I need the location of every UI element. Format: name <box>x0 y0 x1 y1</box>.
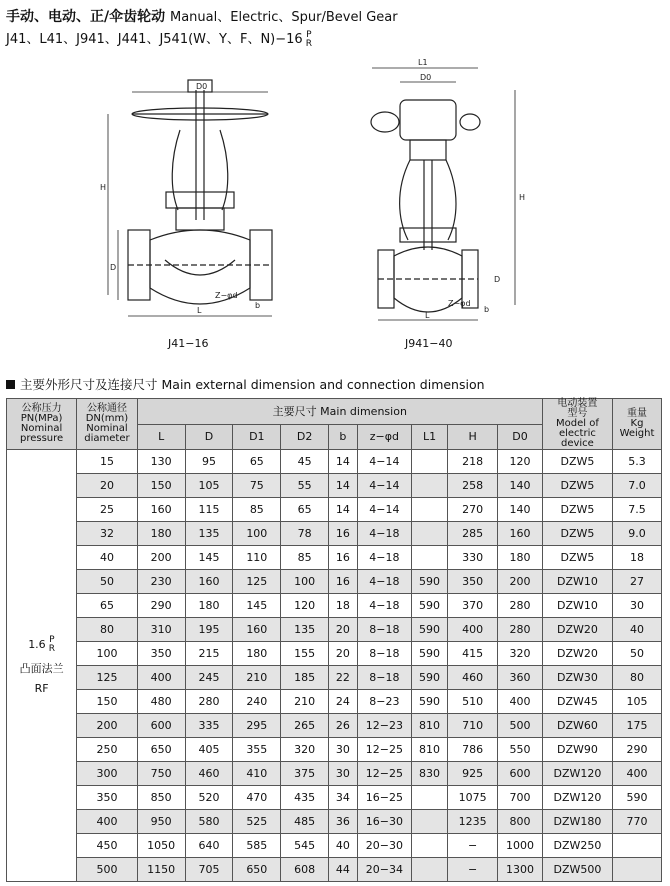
table-cell: DZW45 <box>542 690 612 714</box>
table-cell: 12−25 <box>357 762 411 786</box>
table-cell: 350 <box>77 786 138 810</box>
table-cell <box>411 546 447 570</box>
table-cell: 375 <box>281 762 329 786</box>
table-cell: 50 <box>77 570 138 594</box>
table-cell: 435 <box>281 786 329 810</box>
table-cell: 27 <box>613 570 662 594</box>
table-row <box>7 714 662 738</box>
model-codes: J41、L41、J941、J441、J541(W、Y、F、N)−16 <box>6 32 303 47</box>
table-cell: 140 <box>498 474 543 498</box>
title-en: Manual、Electric、Spur/Bevel Gear <box>170 10 398 25</box>
table-cell: 200 <box>498 570 543 594</box>
table-cell: 355 <box>233 738 281 762</box>
title-cn: 手动、电动、正/伞齿轮动 <box>6 9 166 25</box>
table-cell: 7.5 <box>613 498 662 522</box>
section-title-en: Main external dimension and connection dimension <box>161 377 485 392</box>
dim-l-left: L <box>197 306 202 315</box>
table-cell: 100 <box>281 570 329 594</box>
table-cell: 1300 <box>498 858 543 882</box>
table-cell: 4−18 <box>357 546 411 570</box>
table-cell: 18 <box>329 594 358 618</box>
table-cell: 180 <box>185 594 233 618</box>
table-cell: 330 <box>448 546 498 570</box>
table-cell: 650 <box>233 858 281 882</box>
table-row <box>7 690 662 714</box>
table-cell: 200 <box>77 714 138 738</box>
table-cell: 750 <box>137 762 185 786</box>
table-cell: 1000 <box>498 834 543 858</box>
table-row <box>7 834 662 858</box>
table-cell: 500 <box>498 714 543 738</box>
table-cell: 230 <box>137 570 185 594</box>
table-cell: 290 <box>137 594 185 618</box>
table-cell: 45 <box>281 450 329 474</box>
col-h: H <box>448 425 498 450</box>
pressure-value: 1.6 P R <box>28 635 55 654</box>
table-cell <box>411 474 447 498</box>
table-cell <box>411 786 447 810</box>
table-cell: DZW5 <box>542 450 612 474</box>
dim-h-right: H <box>519 193 526 202</box>
table-cell: DZW90 <box>542 738 612 762</box>
table-cell: 705 <box>185 858 233 882</box>
table-cell: 320 <box>281 738 329 762</box>
dim-z-right: Z−φd <box>448 299 471 308</box>
table-cell: 460 <box>185 762 233 786</box>
table-cell: 8−18 <box>357 618 411 642</box>
table-cell: 20−30 <box>357 834 411 858</box>
table-cell: DZW5 <box>542 474 612 498</box>
table-cell: 640 <box>185 834 233 858</box>
table-cell: DZW10 <box>542 594 612 618</box>
table-cell: 9.0 <box>613 522 662 546</box>
table-cell: DZW5 <box>542 522 612 546</box>
table-cell: 830 <box>411 762 447 786</box>
table-cell: 115 <box>185 498 233 522</box>
table-cell: 34 <box>329 786 358 810</box>
table-cell: 1050 <box>137 834 185 858</box>
table-row <box>7 594 662 618</box>
table-cell <box>411 858 447 882</box>
table-cell: 200 <box>137 546 185 570</box>
table-cell: 105 <box>613 690 662 714</box>
table-cell: 710 <box>448 714 498 738</box>
table-cell: DZW30 <box>542 666 612 690</box>
table-cell: 5.3 <box>613 450 662 474</box>
table-cell: 55 <box>281 474 329 498</box>
table-cell: 75 <box>233 474 281 498</box>
table-cell: DZW20 <box>542 618 612 642</box>
table-cell: 150 <box>137 474 185 498</box>
table-row <box>7 474 662 498</box>
table-cell: DZW120 <box>542 762 612 786</box>
table-cell: DZW60 <box>542 714 612 738</box>
table-cell: 258 <box>448 474 498 498</box>
table-cell: 215 <box>185 642 233 666</box>
table-cell: 4−14 <box>357 474 411 498</box>
table-cell: 770 <box>613 810 662 834</box>
table-cell: 180 <box>137 522 185 546</box>
table-cell: 585 <box>233 834 281 858</box>
table-cell: 100 <box>233 522 281 546</box>
col-d1: D1 <box>233 425 281 450</box>
caption-right-drawing: J941−40 <box>405 337 453 350</box>
table-cell: 65 <box>77 594 138 618</box>
table-cell: 40 <box>77 546 138 570</box>
table-cell: 24 <box>329 690 358 714</box>
table-cell: 290 <box>613 738 662 762</box>
table-cell: 105 <box>185 474 233 498</box>
table-cell: 470 <box>233 786 281 810</box>
table-row <box>7 810 662 834</box>
table-cell <box>613 834 662 858</box>
table-cell <box>411 498 447 522</box>
table-row <box>7 762 662 786</box>
dim-d0-left: D0 <box>196 82 208 91</box>
table-cell: 1150 <box>137 858 185 882</box>
table-cell: 950 <box>137 810 185 834</box>
table-cell: 400 <box>498 690 543 714</box>
table-cell <box>411 834 447 858</box>
col-l: L <box>137 425 185 450</box>
section-heading <box>6 375 485 393</box>
table-cell: 25 <box>77 498 138 522</box>
table-cell: 50 <box>613 642 662 666</box>
dim-d-left: D <box>110 263 117 272</box>
table-cell: DZW20 <box>542 642 612 666</box>
table-cell: 590 <box>411 618 447 642</box>
table-cell: 210 <box>281 690 329 714</box>
table-cell <box>411 810 447 834</box>
table-row <box>7 642 662 666</box>
table-cell: 125 <box>77 666 138 690</box>
table-cell: 520 <box>185 786 233 810</box>
table-cell: 150 <box>77 690 138 714</box>
table-row <box>7 858 662 882</box>
table-cell: 130 <box>137 450 185 474</box>
table-cell: 65 <box>233 450 281 474</box>
table-cell: 4−14 <box>357 498 411 522</box>
table-cell: 300 <box>77 762 138 786</box>
manual-valve-drawing <box>108 80 272 316</box>
table-cell: 850 <box>137 786 185 810</box>
table-cell: DZW5 <box>542 546 612 570</box>
table-cell: 1235 <box>448 810 498 834</box>
table-cell: 30 <box>613 594 662 618</box>
table-cell: 580 <box>185 810 233 834</box>
table-cell: 180 <box>498 546 543 570</box>
col-b: b <box>329 425 358 450</box>
table-cell: 8−18 <box>357 642 411 666</box>
table-cell: 480 <box>137 690 185 714</box>
table-cell: 525 <box>233 810 281 834</box>
table-cell: 700 <box>498 786 543 810</box>
table-cell: DZW10 <box>542 570 612 594</box>
header-weight: 重量 Kg Weight <box>613 399 662 450</box>
table-cell: 590 <box>613 786 662 810</box>
table-cell: − <box>448 834 498 858</box>
table-cell: 95 <box>185 450 233 474</box>
table-cell: 350 <box>448 570 498 594</box>
table-cell: 810 <box>411 738 447 762</box>
table-cell: 600 <box>498 762 543 786</box>
header-pn: 公称压力 PN(MPa) Nominal pressure <box>7 399 77 450</box>
pressure-rating-cell <box>7 450 77 882</box>
table-cell: 8−18 <box>357 666 411 690</box>
table-row <box>7 570 662 594</box>
table-body <box>7 450 662 882</box>
table-cell: 550 <box>498 738 543 762</box>
table-cell <box>411 450 447 474</box>
dim-l-right: L <box>425 311 430 320</box>
table-cell: 650 <box>137 738 185 762</box>
header-row-1 <box>7 399 662 425</box>
table-cell: 460 <box>448 666 498 690</box>
table-cell: 400 <box>613 762 662 786</box>
table-cell: 20−34 <box>357 858 411 882</box>
table-cell: 280 <box>498 618 543 642</box>
table-row <box>7 546 662 570</box>
table-cell: 16 <box>329 546 358 570</box>
header-electric-device: 电动装置 型号 Model of electric device <box>542 399 612 450</box>
table-cell: 4−18 <box>357 522 411 546</box>
table-cell: 500 <box>77 858 138 882</box>
table-cell: 285 <box>448 522 498 546</box>
table-cell: 14 <box>329 498 358 522</box>
table-cell: DZW120 <box>542 786 612 810</box>
table-cell: 280 <box>498 594 543 618</box>
col-d2: D2 <box>281 425 329 450</box>
table-cell: 85 <box>233 498 281 522</box>
model-list <box>6 28 312 49</box>
header-dn: 公称通径 DN(mm) Nominal diameter <box>77 399 138 450</box>
table-cell: 925 <box>448 762 498 786</box>
table-cell: 590 <box>411 642 447 666</box>
table-cell: 16 <box>329 522 358 546</box>
table-cell: 16−30 <box>357 810 411 834</box>
table-cell: 590 <box>411 690 447 714</box>
table-cell: 320 <box>498 642 543 666</box>
table-cell: 140 <box>498 498 543 522</box>
table-row <box>7 522 662 546</box>
table-cell: 16 <box>329 570 358 594</box>
table-row <box>7 666 662 690</box>
table-cell <box>613 858 662 882</box>
valve-drawings <box>0 50 670 360</box>
table-cell: 245 <box>185 666 233 690</box>
header-main-dimension: 主要尺寸 Main dimension <box>137 399 542 425</box>
dim-h-left: H <box>100 183 107 192</box>
table-cell: 400 <box>77 810 138 834</box>
table-cell: DZW500 <box>542 858 612 882</box>
table-cell: 608 <box>281 858 329 882</box>
caption-left-drawing: J41−16 <box>168 337 209 350</box>
table-cell: 12−23 <box>357 714 411 738</box>
table-row <box>7 450 662 474</box>
page-title <box>6 6 398 26</box>
table-cell: 360 <box>498 666 543 690</box>
table-cell: 155 <box>281 642 329 666</box>
table-cell: DZW250 <box>542 834 612 858</box>
table-cell: 786 <box>448 738 498 762</box>
table-cell: 135 <box>281 618 329 642</box>
dim-l1-right: L1 <box>418 58 428 67</box>
table-cell: 65 <box>281 498 329 522</box>
table-cell: 175 <box>613 714 662 738</box>
table-cell: 295 <box>233 714 281 738</box>
table-row <box>7 618 662 642</box>
table-cell: 4−14 <box>357 450 411 474</box>
table-cell: 4−18 <box>357 594 411 618</box>
table-cell: 40 <box>613 618 662 642</box>
table-cell: 80 <box>77 618 138 642</box>
table-cell: 16−25 <box>357 786 411 810</box>
table-cell: 8−23 <box>357 690 411 714</box>
table-cell: 600 <box>137 714 185 738</box>
dimension-table <box>6 398 662 882</box>
table-cell: 4−18 <box>357 570 411 594</box>
table-cell: 415 <box>448 642 498 666</box>
table-cell: 160 <box>498 522 543 546</box>
table-cell: 7.0 <box>613 474 662 498</box>
table-cell: 280 <box>185 690 233 714</box>
table-cell: 135 <box>185 522 233 546</box>
table-cell: 160 <box>185 570 233 594</box>
table-cell: 20 <box>329 642 358 666</box>
table-cell: 100 <box>77 642 138 666</box>
table-cell: 210 <box>233 666 281 690</box>
table-cell: 350 <box>137 642 185 666</box>
table-cell: 180 <box>233 642 281 666</box>
table-cell: 270 <box>448 498 498 522</box>
col-z: z−φd <box>357 425 411 450</box>
table-cell: DZW180 <box>542 810 612 834</box>
table-cell: 800 <box>498 810 543 834</box>
bullet-square-icon <box>6 380 15 389</box>
table-cell: 265 <box>281 714 329 738</box>
table-cell: 510 <box>448 690 498 714</box>
table-cell: 400 <box>448 618 498 642</box>
table-cell: 1075 <box>448 786 498 810</box>
col-d0: D0 <box>498 425 543 450</box>
section-title-cn: 主要外形尺寸及连接尺寸 <box>20 377 158 392</box>
table-row <box>7 498 662 522</box>
dim-z-left: Z−φd <box>215 291 238 300</box>
table-cell: 15 <box>77 450 138 474</box>
table-cell: 44 <box>329 858 358 882</box>
face-type-cn: 凸面法兰 <box>19 662 64 675</box>
table-cell: 218 <box>448 450 498 474</box>
pressure-class-pr: P R <box>305 29 312 49</box>
table-cell: 335 <box>185 714 233 738</box>
table-cell: 125 <box>233 570 281 594</box>
table-cell: 14 <box>329 474 358 498</box>
table-cell: 160 <box>137 498 185 522</box>
table-cell: 110 <box>233 546 281 570</box>
dim-d0-right: D0 <box>420 73 432 82</box>
table-cell: 20 <box>329 618 358 642</box>
table-cell: 145 <box>185 546 233 570</box>
table-cell: 405 <box>185 738 233 762</box>
table-row <box>7 786 662 810</box>
table-cell: 590 <box>411 570 447 594</box>
table-cell: 22 <box>329 666 358 690</box>
table-cell: 85 <box>281 546 329 570</box>
table-cell: 120 <box>281 594 329 618</box>
table-cell: − <box>448 858 498 882</box>
col-l1: L1 <box>411 425 447 450</box>
table-cell: DZW5 <box>542 498 612 522</box>
table-cell: 26 <box>329 714 358 738</box>
table-cell: 590 <box>411 666 447 690</box>
table-cell: 20 <box>77 474 138 498</box>
table-cell: 450 <box>77 834 138 858</box>
table-cell: 160 <box>233 618 281 642</box>
table-cell: 145 <box>233 594 281 618</box>
dim-b-left: b <box>255 301 261 310</box>
table-cell: 78 <box>281 522 329 546</box>
table-cell: 80 <box>613 666 662 690</box>
table-cell: 12−25 <box>357 738 411 762</box>
table-cell: 30 <box>329 738 358 762</box>
table-cell: 185 <box>281 666 329 690</box>
table-cell: 18 <box>613 546 662 570</box>
table-cell: 250 <box>77 738 138 762</box>
dim-d-right: D <box>494 275 501 284</box>
table-cell: 545 <box>281 834 329 858</box>
table-cell: 195 <box>185 618 233 642</box>
dim-b-right: b <box>484 305 490 314</box>
table-cell: 410 <box>233 762 281 786</box>
face-type-en: RF <box>34 682 49 695</box>
table-cell: 40 <box>329 834 358 858</box>
table-cell: 400 <box>137 666 185 690</box>
col-d: D <box>185 425 233 450</box>
table-cell: 810 <box>411 714 447 738</box>
table-cell: 485 <box>281 810 329 834</box>
table-cell: 310 <box>137 618 185 642</box>
table-cell: 32 <box>77 522 138 546</box>
table-cell: 590 <box>411 594 447 618</box>
table-cell: 30 <box>329 762 358 786</box>
table-cell: 240 <box>233 690 281 714</box>
table-cell: 120 <box>498 450 543 474</box>
table-cell <box>411 522 447 546</box>
table-cell: 370 <box>448 594 498 618</box>
table-cell: 36 <box>329 810 358 834</box>
table-row <box>7 738 662 762</box>
table-cell: 14 <box>329 450 358 474</box>
